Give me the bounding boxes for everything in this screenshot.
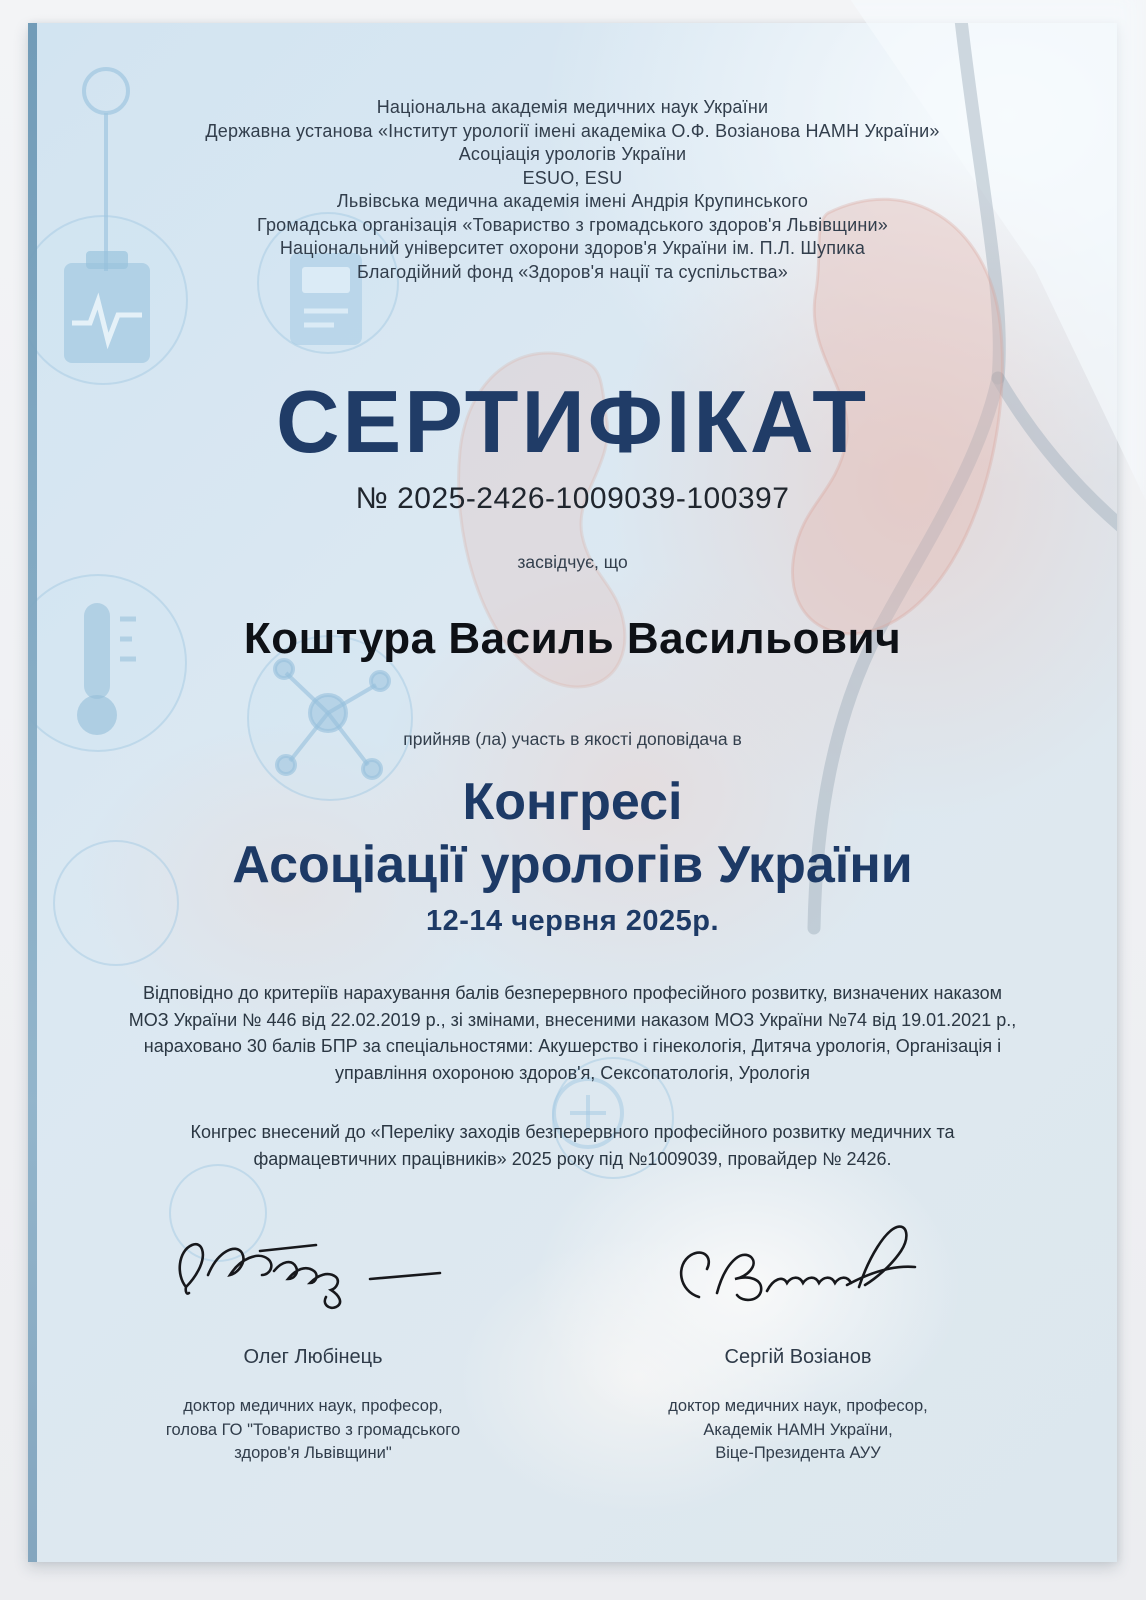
header-organizations	[28, 96, 1117, 284]
certificate-title: СЕРТИФІКАТ	[276, 372, 869, 471]
certifies-label: засвідчує, що	[517, 552, 628, 572]
certificate-page	[28, 23, 1117, 1562]
signatory-title	[608, 1395, 988, 1466]
registry-paragraph: Конгрес внесений до «Переліку заходів безперервного професійного розвитку медичних та фармацевтичних працівників» 2025 року під №1009039, провайдер № 2426.	[190, 1122, 955, 1169]
credits-paragraph: Відповідно до критеріїв нарахування балів безперервного професійного розвитку, визначених наказом МОЗ України № 446 від 22.02.2019 р., зі змінами, внесеними наказом МОЗ України №74 від 19.01.2021 р., нараховано 30 балів БПР за спеціальностями: Акушерство і гінекологія, Дитяча урологія, Організація і управління охороною здоров'я, Сексопатологія, Урологія	[128, 983, 1017, 1083]
header-line: Національна академія медичних наук України	[376, 97, 769, 117]
header-line: Асоціація урологів України	[458, 144, 687, 164]
certificate-number: № 2025-2426-1009039-100397	[355, 482, 790, 515]
signatory-title-line: Академік НАМН України,	[703, 1420, 893, 1439]
header-line: ESUO, ESU	[522, 167, 623, 188]
signatory-title	[128, 1395, 498, 1466]
header-line: Національний університет охорони здоров'я України ім. П.Л. Шупика	[279, 238, 866, 258]
signatory-right	[608, 1213, 988, 1466]
recipient-name: Коштура Василь Васильович	[243, 614, 902, 663]
signatory-title-line: голова ГО "Товариство з громадського	[165, 1420, 461, 1439]
event-title	[28, 771, 1117, 897]
signatory-left	[128, 1213, 498, 1466]
signatory-name: Сергій Возіанов	[724, 1346, 872, 1368]
signature-oleh-liubinets	[148, 1213, 478, 1328]
header-line: Громадська організація «Товариство з громадського здоров'я Львівщини»	[257, 214, 888, 235]
signatory-title-line: доктор медичних наук, професор,	[183, 1397, 443, 1415]
participation-label: прийняв (ла) участь в якості доповідача в	[403, 729, 742, 749]
signatory-title-line: доктор медичних наук, професор,	[668, 1397, 928, 1415]
event-title-line2: Асоціації урологів України	[232, 836, 913, 894]
header-line: Благодійний фонд «Здоров'я нації та суспільства»	[357, 261, 788, 282]
signatory-name: Олег Любінець	[243, 1346, 383, 1368]
signatory-title-line: Віце-Президента АУУ	[715, 1444, 881, 1462]
signature-serhii-vozianov	[633, 1213, 963, 1328]
header-line: Львівська медична академія імені Андрія Крупинського	[336, 191, 809, 211]
event-date: 12-14 червня 2025р.	[425, 905, 719, 937]
header-line: Державна установа «Інститут урології імені академіка О.Ф. Возіанова НАМН України»	[205, 120, 940, 141]
signatory-title-line: здоров'я Львівщини"	[234, 1444, 392, 1462]
event-title-line1: Конгресі	[462, 773, 683, 831]
